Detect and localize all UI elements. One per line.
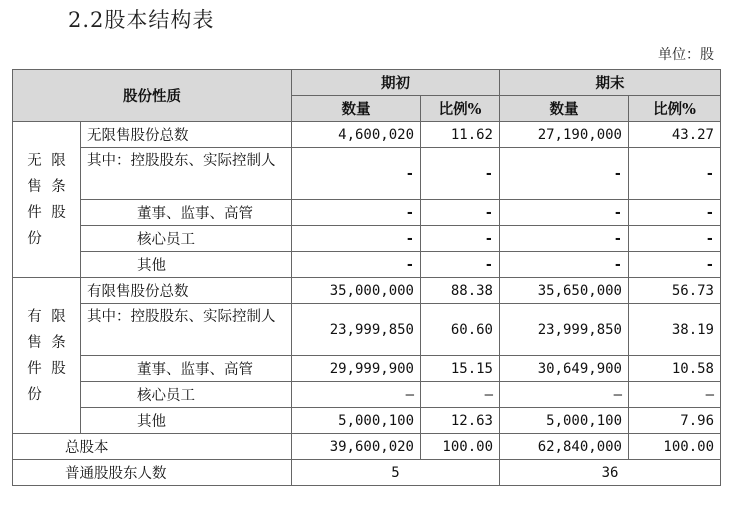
- table-row: [13, 356, 721, 382]
- cell-end-ratio: 10.58: [629, 356, 721, 382]
- group-label-unrestricted: 无 限 售 条 件 股 份: [13, 122, 81, 278]
- header-end-ratio: 比例%: [629, 96, 721, 122]
- cell-end-ratio: -: [629, 252, 721, 278]
- cell-start-qty: –: [292, 382, 421, 408]
- cell-end-ratio: 7.96: [629, 408, 721, 434]
- row-label: 核心员工: [81, 382, 292, 408]
- row-label: 董事、监事、高管: [81, 356, 292, 382]
- cell-start-qty: -: [292, 226, 421, 252]
- header-end-qty: 数量: [500, 96, 629, 122]
- table-row: [13, 122, 721, 148]
- cell-start-qty: -: [292, 200, 421, 226]
- total-start-qty: 39,600,020: [292, 434, 421, 460]
- row-label: 其他: [81, 408, 292, 434]
- cell-start-ratio: -: [421, 148, 500, 200]
- header-nature: 股份性质: [13, 70, 292, 122]
- cell-start-ratio: 12.63: [421, 408, 500, 434]
- cell-start-ratio: 15.15: [421, 356, 500, 382]
- cell-start-ratio: -: [421, 226, 500, 252]
- cell-start-qty: -: [292, 148, 421, 200]
- row-label: 无限售股份总数: [81, 122, 292, 148]
- row-label: 核心员工: [81, 226, 292, 252]
- header-start-ratio: 比例%: [421, 96, 500, 122]
- total-label: 总股本: [13, 434, 292, 460]
- table-row: [13, 148, 721, 200]
- cell-end-qty: -: [500, 226, 629, 252]
- cell-end-qty: -: [500, 148, 629, 200]
- table-row-total: [13, 434, 721, 460]
- row-label: 其中：控股股东、实际控制人: [81, 148, 292, 200]
- unit-label: 单位：股: [658, 47, 714, 63]
- table-row: [13, 200, 721, 226]
- cell-start-qty: 4,600,020: [292, 122, 421, 148]
- cell-end-qty: 5,000,100: [500, 408, 629, 434]
- cell-start-ratio: 60.60: [421, 304, 500, 356]
- row-label: 有限售股份总数: [81, 278, 292, 304]
- cell-end-ratio: –: [629, 382, 721, 408]
- row-label: 董事、监事、高管: [81, 200, 292, 226]
- group-label-restricted: 有 限 售 条 件 股 份: [13, 278, 81, 434]
- cell-start-ratio: –: [421, 382, 500, 408]
- cell-start-ratio: 11.62: [421, 122, 500, 148]
- header-period-start: 期初: [292, 70, 500, 96]
- table-row: [13, 252, 721, 278]
- cell-end-qty: –: [500, 382, 629, 408]
- table-row: [13, 304, 721, 356]
- cell-end-ratio: -: [629, 148, 721, 200]
- section-title: 2.2股本结构表: [68, 8, 215, 32]
- total-end-qty: 62,840,000: [500, 434, 629, 460]
- cell-start-qty: 35,000,000: [292, 278, 421, 304]
- table-row: [13, 226, 721, 252]
- row-label: 其中：控股股东、实际控制人: [81, 304, 292, 356]
- total-end-ratio: 100.00: [629, 434, 721, 460]
- cell-start-ratio: -: [421, 252, 500, 278]
- cell-end-qty: -: [500, 200, 629, 226]
- cell-end-qty: 30,649,900: [500, 356, 629, 382]
- table-row: [13, 278, 721, 304]
- cell-end-ratio: 38.19: [629, 304, 721, 356]
- cell-start-qty: 23,999,850: [292, 304, 421, 356]
- cell-start-qty: 5,000,100: [292, 408, 421, 434]
- table-row: [13, 408, 721, 434]
- holders-end: 36: [500, 460, 721, 486]
- cell-end-qty: 27,190,000: [500, 122, 629, 148]
- cell-end-ratio: -: [629, 200, 721, 226]
- cell-end-qty: 35,650,000: [500, 278, 629, 304]
- cell-start-ratio: -: [421, 200, 500, 226]
- holders-label: 普通股股东人数: [13, 460, 292, 486]
- cell-start-qty: 29,999,900: [292, 356, 421, 382]
- cell-end-qty: 23,999,850: [500, 304, 629, 356]
- cell-start-qty: -: [292, 252, 421, 278]
- table-row-holders: [13, 460, 721, 486]
- table-row: [13, 382, 721, 408]
- cell-end-qty: -: [500, 252, 629, 278]
- cell-end-ratio: 56.73: [629, 278, 721, 304]
- cell-end-ratio: 43.27: [629, 122, 721, 148]
- share-structure-table: [12, 69, 721, 486]
- row-label: 其他: [81, 252, 292, 278]
- cell-end-ratio: -: [629, 226, 721, 252]
- header-start-qty: 数量: [292, 96, 421, 122]
- holders-start: 5: [292, 460, 500, 486]
- header-period-end: 期末: [500, 70, 721, 96]
- cell-start-ratio: 88.38: [421, 278, 500, 304]
- total-start-ratio: 100.00: [421, 434, 500, 460]
